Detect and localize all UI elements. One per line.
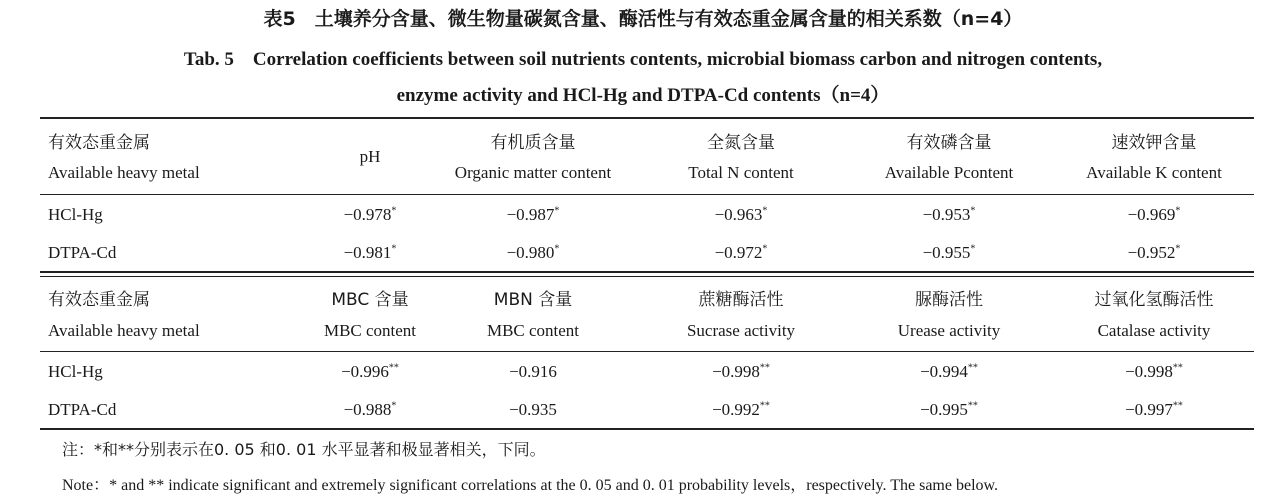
row-label: HCl-Hg <box>48 205 103 224</box>
note-en: Note：* and ** indicate significant and extremely significant correlations at the 0. 05 and 0. 01 probability levels，respectively. The same below. <box>62 477 999 494</box>
s1-header-col4-cn: 有效磷含量 <box>906 133 992 153</box>
s1-header-col0-cn: 有效态重金属 <box>48 133 150 153</box>
s2-header-col4-cn: 脲酶活性 <box>915 290 983 310</box>
s1-header-col4-en: Available Pcontent <box>884 163 1014 182</box>
s1-header-col2-en: Organic matter content <box>454 163 612 182</box>
table-title-en-line1: Tab. 5 Correlation coefficients between soil nutrients contents, microbial biomass carbon and nitrogen contents, <box>183 49 1103 70</box>
value-cell: −0.952* <box>1127 243 1181 262</box>
value-cell: −0.963* <box>714 205 768 224</box>
s1-header-col0-en: Available heavy metal <box>48 163 200 182</box>
value-cell: −0.953* <box>922 205 976 224</box>
value-cell: −0.997** <box>1125 400 1183 419</box>
value-cell: −0.995** <box>920 400 978 419</box>
table-title-cn: 表5 土壤养分含量、微生物量碳氮含量、酶活性与有效态重金属含量的相关系数（n=4） <box>263 8 1023 30</box>
bottom-rule <box>40 428 1254 430</box>
s1-header-col5-en: Available K content <box>1086 163 1222 182</box>
header2-rule <box>40 351 1254 352</box>
s1-header-col2-cn: 有机质含量 <box>490 133 576 153</box>
s2-header-col1-cn: MBC 含量 <box>331 290 409 310</box>
value-cell: −0.998** <box>1125 362 1183 381</box>
value-cell: −0.981* <box>343 243 397 262</box>
value-cell: −0.996** <box>341 362 399 381</box>
value-cell: −0.916 <box>509 362 557 381</box>
s2-header-col1-en: MBC content <box>323 321 417 340</box>
s2-header-col2-en: MBC content <box>486 321 580 340</box>
s1-header-col1: pH <box>359 147 381 166</box>
section-double-rule-bottom <box>40 276 1254 277</box>
value-cell: −0.980* <box>506 243 560 262</box>
s2-header-col2-cn: MBN 含量 <box>493 290 573 310</box>
value-cell: −0.992** <box>712 400 770 419</box>
row-label: HCl-Hg <box>48 362 103 381</box>
s2-header-col4-en: Urease activity <box>897 321 1001 340</box>
s2-header-col0-en: Available heavy metal <box>48 321 200 340</box>
s1-header-col3-cn: 全氮含量 <box>707 133 775 153</box>
value-cell: −0.988* <box>343 400 397 419</box>
s1-header-col5-cn: 速效钾含量 <box>1111 133 1197 153</box>
s2-header-col5-en: Catalase activity <box>1097 321 1211 340</box>
value-cell: −0.994** <box>920 362 978 381</box>
value-cell: −0.987* <box>506 205 560 224</box>
value-cell: −0.969* <box>1127 205 1181 224</box>
s2-header-col3-cn: 蔗糖酶活性 <box>698 290 784 310</box>
s1-header-col3-en: Total N content <box>688 163 794 182</box>
note-cn: 注：*和**分别表示在0. 05 和0. 01 水平显著和极显著相关，下同。 <box>62 440 546 459</box>
value-cell: −0.972* <box>714 243 768 262</box>
row-label: DTPA-Cd <box>48 400 117 419</box>
header1-rule <box>40 194 1254 195</box>
value-cell: −0.998** <box>712 362 770 381</box>
row-label: DTPA-Cd <box>48 243 117 262</box>
s2-header-col0-cn: 有效态重金属 <box>48 290 150 310</box>
s2-header-col3-en: Sucrase activity <box>686 321 796 340</box>
top-rule <box>40 117 1254 119</box>
table-title-en-line2: enzyme activity and HCl-Hg and DTPA-Cd contents（n=4） <box>396 85 890 106</box>
value-cell: −0.955* <box>922 243 976 262</box>
section-double-rule-top <box>40 271 1254 273</box>
s2-header-col5-cn: 过氧化氢酶活性 <box>1094 290 1214 310</box>
value-cell: −0.935 <box>509 400 557 419</box>
value-cell: −0.978* <box>343 205 397 224</box>
